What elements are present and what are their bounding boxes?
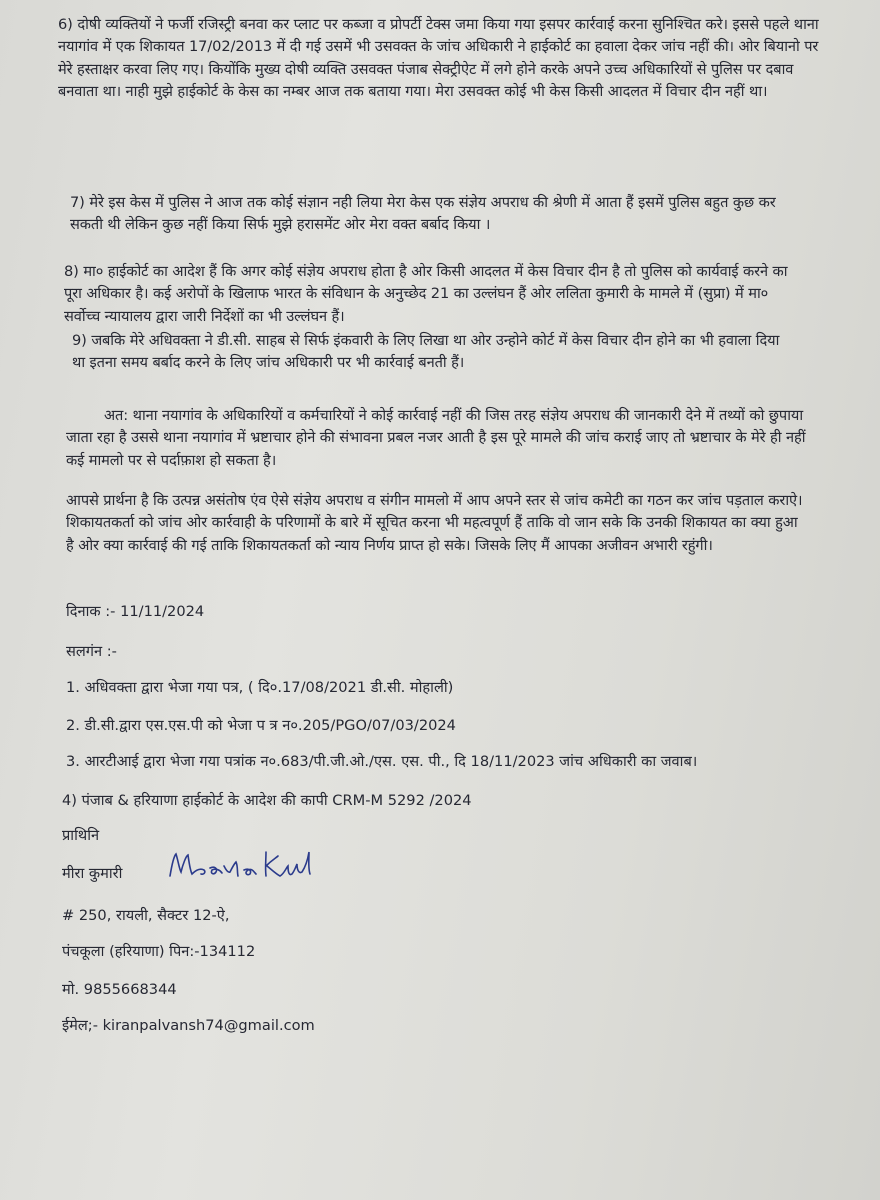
paragraph-7: 7) मेरे इस केस में पुलिस ने आज तक कोई संज्ञान नही लिया मेरा केस एक संज्ञेय अपराध की श्रेणी में आता हैं इसमें पुलिस बहुत कुछ कर सकती थी लेकिन कुछ नहीं किया सिर्फ मुझे हरासमेंट ओर मेरा वक्त बर्बाद किया । xyxy=(70,194,776,234)
applicant-name: मीरा कुमारी xyxy=(62,865,123,882)
conclusion-paragraph: अत: थाना नयागांव के अधिकारियों व कर्मचारियों ने कोई कार्रवाई नहीं की जिस तरह संज्ञेय अपराध की जानकारी देने में तथ्यों को छुपाया जाता रहा है उससे थाना नयागांव में भ्रष्टाचार होने की संभावना प्रबल नजर आती है इस पूरे मामले की जांच कराई जाए तो भ्रष्टाचार के मेरे ही नहीं कई मामलो पर से पर्दाफ़ाश हो सकता है। xyxy=(66,407,806,469)
enclosures-label: सलगंन :- xyxy=(66,643,117,660)
address-line-2: पंचकूला (हरियाणा) पिन:-134112 xyxy=(62,943,256,960)
mobile-number: मो. 9855668344 xyxy=(62,981,177,998)
request-paragraph: आपसे प्रार्थना है कि उत्पन्न असंतोष एंव ऐसे संज्ञेय अपराध व संगीन मामलो में आप अपने स्तर से जांच कमेटी का गठन कर जांच पड़ताल कराऐ। शिकायतकर्ता को जांच ओर कार्रवाही के परिणामों के बारे में सूचित करना भी महत्वपूर्ण हैं ताकि वो जान सके कि उनकी शिकायत का क्या हुआ है ओर क्या कार्रवाई की गई ताकि शिकायतकर्ता को न्याय निर्णय प्राप्त हो सके। जिसके लिए मैं आपका अजीवन अभारी रहुंगी। xyxy=(66,492,803,554)
handwritten-signature xyxy=(166,846,341,886)
attachment-item: 3. आरटीआई द्वारा भेजा गया पत्रांक न०.683/पी.जी.ओ./एस. एस. पी., दि 18/11/2023 जांच अधिकारी का जवाब। xyxy=(66,753,698,770)
signature-icon xyxy=(166,846,341,886)
paragraph-6: 6) दोषी व्यक्तियों ने फर्जी रजिस्ट्री बनवा कर प्लाट पर कब्जा व प्रोपर्टी टेक्स जमा किया गया इसपर कार्रवाई करना सुनिश्चित करे। इससे पहले थाना नयागांव में एक शिकायत 17/02/2013 में दी गई उसमें भी उसवक्त के जांच अधिकारी ने हाईकोर्ट का हवाला देकर जांच नहीं की। ओर बियानो पर मेरे हस्ताक्षर करवा लिए गए। कियोंकि मुख्य दोषी व्यक्ति उसवक्त पंजाब सेक्ट्रीऐट में लगे होने करके अपने उच्च अधिकारियों से पुलिस पर दबाव बनवाता था। नाही मुझे हाईकोर्ट के केस का नम्बर आज तक बताया गया। मेरा उसवक्त कोई भी केस किसी आदलत में विचार दीन नहीं था। xyxy=(58,16,819,101)
attachment-item: 1. अधिवक्ता द्वारा भेजा गया पत्र, ( दि०.17/08/2021 डी.सी. मोहाली) xyxy=(66,679,454,696)
address-line-1: # 250, रायली, सैक्टर 12-ऐ, xyxy=(62,907,230,924)
paragraph-8: 8) मा० हाईकोर्ट का आदेश हैं कि अगर कोई संज्ञेय अपराध होता है ओर किसी आदलत में केस विचार दीन है तो पुलिस को कार्यवाई करने का पूरा अधिकार है। कई अरोपों के खिलाफ भारत के संविधान के अनुच्छेद 21 का उल्लंघन हैं ओर ललिता कुमारी के मामले में (सुप्रा) में मा० सर्वोच्च न्यायालय द्वारा जारी निर्देशों का भी उल्लंघन हैं। xyxy=(64,263,788,325)
letter-date: दिनाक :- 11/11/2024 xyxy=(66,603,205,620)
attachment-item: 4) पंजाब & हरियाणा हाईकोर्ट के आदेश की कापी CRM-M 5292 /2024 xyxy=(62,792,472,809)
paragraph-9: 9) जबकि मेरे अधिवक्ता ने डी.सी. साहब से सिर्फ इंकवारी के लिए लिखा था ओर उन्होने कोर्ट में केस विचार दीन होने का भी हवाला दिया था इतना समय बर्बाद करने के लिए जांच अधिकारी पर भी कार्रवाई बनती हैं। xyxy=(72,332,780,372)
attachment-item: 2. डी.सी.द्वारा एस.एस.पी को भेजा प त्र न०.205/PGO/07/03/2024 xyxy=(66,717,456,734)
email-address: ईमेल;- kiranpalvansh74@gmail.com xyxy=(62,1017,315,1034)
applicant-label: प्राथिनि xyxy=(62,827,100,844)
